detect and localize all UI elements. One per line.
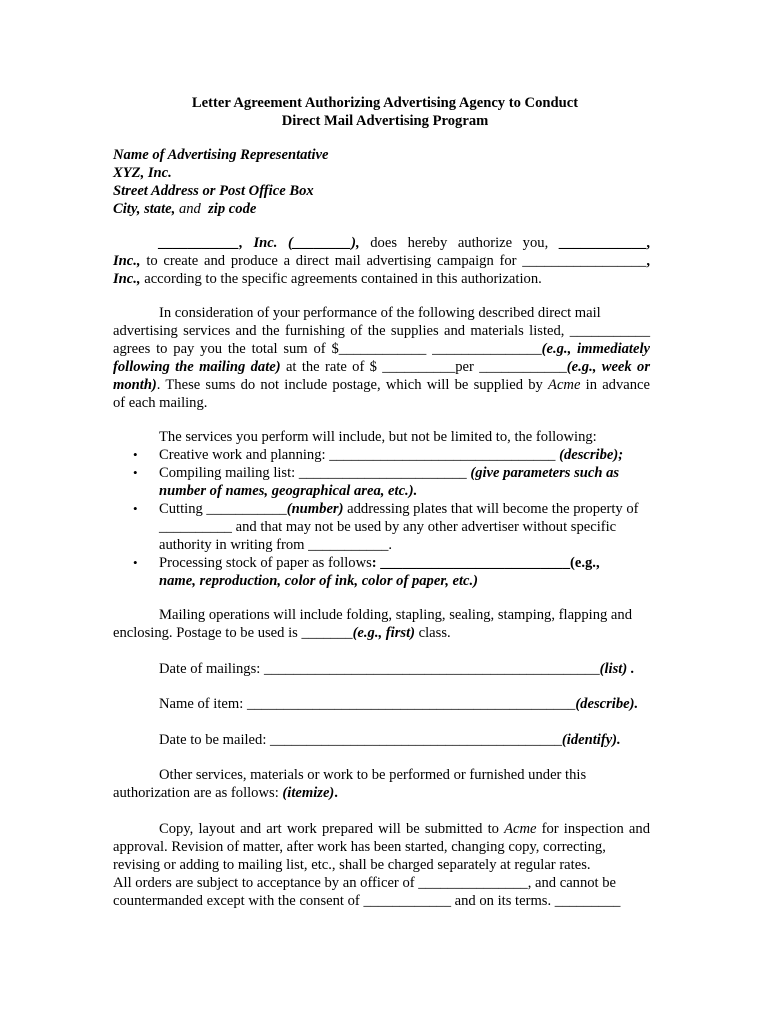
p2-line3: agrees to pay you the total sum of $____________ _______________(e.g., immediately	[113, 341, 650, 357]
p1-line1: ___________, Inc. (________), does hereby authorize you, ____________,	[159, 235, 650, 251]
copy-line1: Copy, layout and art work prepared will be submitted to Acme for inspection and	[159, 821, 650, 837]
p2-line5: month). These sums do not include postage, which will be supplied by Acme in advance	[113, 377, 650, 393]
document-title-line1: Letter Agreement Authorizing Advertising Agency to Conduct	[191, 95, 579, 111]
p1-line2: Inc., to create and produce a direct mail advertising campaign for _________________,	[113, 253, 650, 269]
p1-line3: Inc., according to the specific agreements contained in this authorization.	[113, 271, 542, 287]
service-item-paper-cont: name, reproduction, color of ink, color of paper, etc.)	[159, 573, 479, 589]
name-of-item-field: Name of item: _____________________________________________(describe).	[159, 696, 639, 712]
service-item-mailing-list-cont: number of names, geographical area, etc.).	[159, 483, 418, 499]
service-item-cutting-cont1: __________ and that may not be used by any other advertiser without specific	[159, 519, 617, 535]
copy-line5: countermanded except with the consent of ____________ and on its terms. _________	[113, 893, 621, 909]
service-item-mailing-list: Compiling mailing list: _______________________ (give parameters such as	[159, 465, 620, 481]
document-title-line2: Direct Mail Advertising Program	[281, 113, 489, 129]
other-line2: authorization are as follows: (itemize).	[113, 785, 338, 801]
address-street: Street Address or Post Office Box	[113, 183, 314, 199]
copy-line3: revising or adding to mailing list, etc., shall be charged separately at regular rates.	[113, 857, 591, 873]
p2-line6: of each mailing.	[113, 395, 208, 411]
bullet-icon: •	[133, 465, 138, 480]
address-company: XYZ, Inc.	[113, 165, 172, 181]
bullet-icon: •	[133, 501, 138, 516]
service-item-creative: Creative work and planning: _______________________________ (describe);	[159, 447, 624, 463]
mailing-line1: Mailing operations will include folding, stapling, sealing, stamping, flapping and	[159, 607, 633, 623]
mailing-line2: enclosing. Postage to be used is _______(e.g., first) class.	[113, 625, 451, 641]
date-of-mailings-field: Date of mailings: ______________________________________________(list) .	[159, 661, 635, 677]
other-line1: Other services, materials or work to be performed or furnished under this	[159, 767, 587, 783]
copy-line4: All orders are subject to acceptance by an officer of _______________, and cannot be	[113, 875, 617, 891]
copy-line2: approval. Revision of matter, after work has been started, changing copy, correcting,	[113, 839, 606, 855]
address-city: City, state, and zip code	[113, 201, 257, 217]
services-intro: The services you perform will include, but not be limited to, the following:	[159, 429, 597, 445]
p2-line4: following the mailing date) at the rate of $ __________per ____________(e.g., week or	[113, 359, 650, 375]
service-item-paper: Processing stock of paper as follows: __________________________(e.g.,	[159, 555, 600, 571]
date-to-be-mailed-field: Date to be mailed: ________________________________________(identify).	[159, 732, 621, 748]
service-item-cutting-cont2: authority in writing from ___________.	[159, 537, 393, 553]
bullet-icon: •	[133, 555, 138, 570]
address-name: Name of Advertising Representative	[113, 147, 329, 163]
service-item-cutting: Cutting ___________(number) addressing plates that will become the property of	[159, 501, 639, 517]
p2-line1: In consideration of your performance of the following described direct mail	[159, 305, 601, 321]
bullet-icon: •	[133, 447, 138, 462]
p2-line2: advertising services and the furnishing of the supplies and materials listed, ___________	[113, 323, 650, 339]
